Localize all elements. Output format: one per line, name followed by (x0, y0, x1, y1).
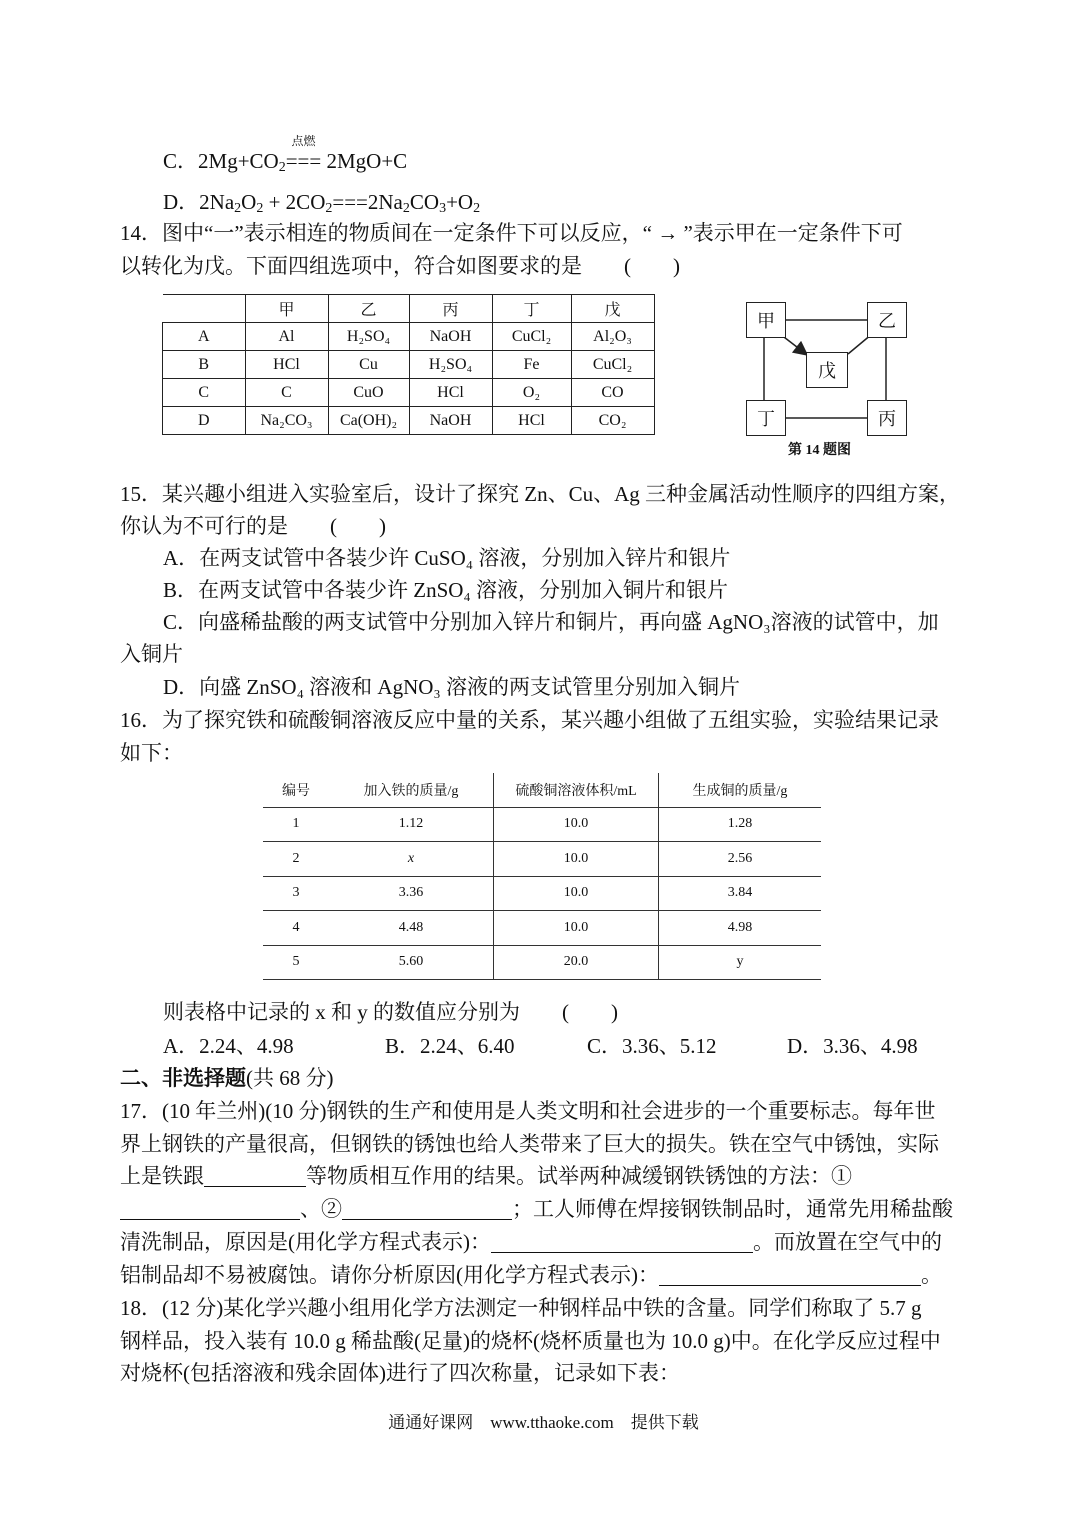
table-cell: Na₂CO₃ (245, 407, 328, 435)
table-cell: 10.0 (494, 876, 659, 911)
table-cell: A (163, 323, 246, 351)
table-cell: 10.0 (494, 842, 659, 877)
section-score: (共 68 分) (246, 1066, 334, 1090)
table-cell: 1.12 (329, 807, 494, 842)
q17-line3: 上是铁跟 等物质相互作用的结果。试举两种减缓钢铁锈蚀的方法：① (120, 1164, 852, 1188)
table-cell: 4.48 (329, 911, 494, 946)
table-cell: 加入铁的质量/g (329, 773, 494, 807)
diagram-node-wu: 戊 (806, 352, 848, 388)
table-row (163, 407, 655, 435)
table-cell: 3.84 (659, 876, 822, 911)
q14-table (162, 294, 655, 435)
table-cell: C (245, 379, 328, 407)
table-cell: CuCl₂ (492, 323, 571, 351)
table-cell: 甲 (245, 295, 328, 323)
table-cell: 20.0 (494, 945, 659, 980)
table-header-row (263, 773, 821, 807)
table-cell: 5 (263, 945, 329, 980)
table-cell: D (163, 407, 246, 435)
q15-option-c-cont: 入铜片 (120, 642, 183, 666)
table-cell: 1 (263, 807, 329, 842)
answer-blank[interactable] (342, 1197, 512, 1220)
q14-line2: 以转化为戊。下面四组选项中，符合如图要求的是 ( ) (120, 254, 680, 278)
diagram-caption: 第 14 题图 (788, 443, 851, 458)
table-cell: y (659, 945, 822, 980)
table-cell: 编号 (263, 773, 329, 807)
q16-question: 则表格中记录的 x 和 y 的数值应分别为 ( ) (163, 1000, 618, 1024)
q16-choice-d: D．3.36、4.98 (787, 1034, 918, 1058)
table-cell: H₂SO₄ (409, 351, 492, 379)
q16-choice-a: A．2.24、4.98 (163, 1034, 294, 1058)
table-cell: 2 (263, 842, 329, 877)
answer-blank[interactable] (659, 1263, 921, 1286)
answer-blank[interactable] (491, 1230, 753, 1253)
answer-blank[interactable] (120, 1197, 300, 1220)
table-cell: Cu (328, 351, 409, 379)
table-cell: 生成铜的质量/g (659, 773, 822, 807)
table-cell: 3.36 (329, 876, 494, 911)
table-row (163, 351, 655, 379)
diagram-node-ding: 丁 (746, 400, 786, 436)
option-13-d: D．$2Na_2O_2 + 2CO_2===2Na_2CO_3+O_2$ (163, 190, 481, 216)
table-cell: HCl (492, 407, 571, 435)
q16-choice-c: C．3.36、5.12 (587, 1034, 717, 1058)
table-cell: 2.56 (659, 842, 822, 877)
table-cell (163, 295, 246, 323)
reaction-arrow: 点燃 === (286, 146, 322, 176)
q16-choice-b: B．2.24、6.40 (385, 1034, 515, 1058)
table-cell: O₂ (492, 379, 571, 407)
table-cell: 4.98 (659, 911, 822, 946)
q18-line1: 18．(12 分)某化学兴趣小组用化学方法测定一种钢样品中铁的含量。同学们称取了 5.7 g (120, 1296, 922, 1320)
table-cell: 戊 (571, 295, 654, 323)
section-heading (120, 1063, 334, 1093)
table-cell: HCl (409, 379, 492, 407)
table-cell: 丙 (409, 295, 492, 323)
q17-line5: 清洗制品，原因是(用化学方程式表示)： 。而放置在空气中的 (120, 1230, 942, 1254)
q16-line2: 如下： (120, 741, 183, 765)
q17-line2: 界上钢铁的产量很高，但钢铁的锈蚀也给人类带来了巨大的损失。铁在空气中锈蚀，实际 (120, 1132, 939, 1156)
table-cell: 丁 (492, 295, 571, 323)
table-cell: 3 (263, 876, 329, 911)
table-cell: 5.60 (329, 945, 494, 980)
page-footer: 通通好课网 www.tthaoke.com 提供下载 (388, 1413, 699, 1432)
diagram-node-yi: 乙 (867, 302, 907, 338)
q14-line1: 14．图中“一”表示相连的物质间在一定条件下可以反应，“ → ”表示甲在一定条件下可 (120, 221, 903, 245)
table-row (163, 379, 655, 407)
table-cell: CO₂ (571, 407, 654, 435)
table-cell: Al₂O₃ (571, 323, 654, 351)
q18-line3: 对烧杯(包括溶液和残余固体)进行了四次称量，记录如下表： (120, 1361, 680, 1385)
table-row (263, 911, 821, 946)
diagram-node-jia: 甲 (746, 302, 786, 338)
table-row (263, 876, 821, 911)
table-cell: 1.28 (659, 807, 822, 842)
table-row (263, 842, 821, 877)
q15-line2: 你认为不可行的是 ( ) (120, 514, 386, 538)
table-cell: CuO (328, 379, 409, 407)
table-cell: NaOH (409, 407, 492, 435)
q17-line1: 17．(10 年兰州)(10 分)钢铁的生产和使用是人类文明和社会进步的一个重要标志。每年世 (120, 1099, 936, 1123)
table-cell: H₂SO₄ (328, 323, 409, 351)
answer-blank[interactable] (204, 1164, 306, 1187)
table-cell: Ca(OH)₂ (328, 407, 409, 435)
q17-line6: 铝制品却不易被腐蚀。请你分析原因(用化学方程式表示)： 。 (120, 1263, 942, 1287)
q15-option-d: D．向盛 ZnSO₄ 溶液和 AgNO₃ 溶液的两支试管里分别加入铜片 (163, 675, 740, 699)
table-cell: NaOH (409, 323, 492, 351)
table-cell: HCl (245, 351, 328, 379)
table-cell: 硫酸铜溶液体积/mL (494, 773, 659, 807)
reaction-condition: 点燃 (291, 134, 316, 148)
table-header-row (163, 295, 655, 323)
table-cell: x (329, 842, 494, 877)
q15-option-b: B．在两支试管中各装少许 ZnSO₄ 溶液，分别加入铜片和银片 (163, 578, 728, 602)
section-title: 二、非选择题 (120, 1066, 246, 1090)
table-cell: 10.0 (494, 911, 659, 946)
diagram-node-bing: 丙 (867, 400, 907, 436)
option-13-c: C．$2Mg+CO_2$ 点燃 === 2MgO+C (163, 146, 407, 176)
table-cell: CO (571, 379, 654, 407)
table-cell: Fe (492, 351, 571, 379)
table-cell: C (163, 379, 246, 407)
q15-option-a: A．在两支试管中各装少许 CuSO₄ 溶液，分别加入锌片和银片 (163, 546, 731, 570)
q16-table (263, 773, 821, 980)
table-cell: CuCl₂ (571, 351, 654, 379)
table-row (163, 323, 655, 351)
table-row (263, 807, 821, 842)
table-cell: 乙 (328, 295, 409, 323)
q15-option-c: C．向盛稀盐酸的两支试管中分别加入锌片和铜片，再向盛 AgNO₃溶液的试管中，加 (163, 610, 939, 634)
table-cell: Al (245, 323, 328, 351)
q16-line1: 16．为了探究铁和硫酸铜溶液反应中量的关系，某兴趣小组做了五组实验，实验结果记录 (120, 708, 939, 732)
table-cell: 4 (263, 911, 329, 946)
table-cell: B (163, 351, 246, 379)
q17-line4: 、② ；工人师傅在焊接钢铁制品时，通常先用稀盐酸 (120, 1194, 953, 1224)
q18-line2: 钢样品，投入装有 10.0 g 稀盐酸(足量)的烧杯(烧杯质量也为 10.0 g)中。在化学反应过程中 (120, 1329, 941, 1353)
table-cell: 10.0 (494, 807, 659, 842)
q15-line1: 15．某兴趣小组进入实验室后，设计了探究 Zn、Cu、Ag 三种金属活动性顺序的四组方案， (120, 482, 960, 506)
table-row (263, 945, 821, 980)
